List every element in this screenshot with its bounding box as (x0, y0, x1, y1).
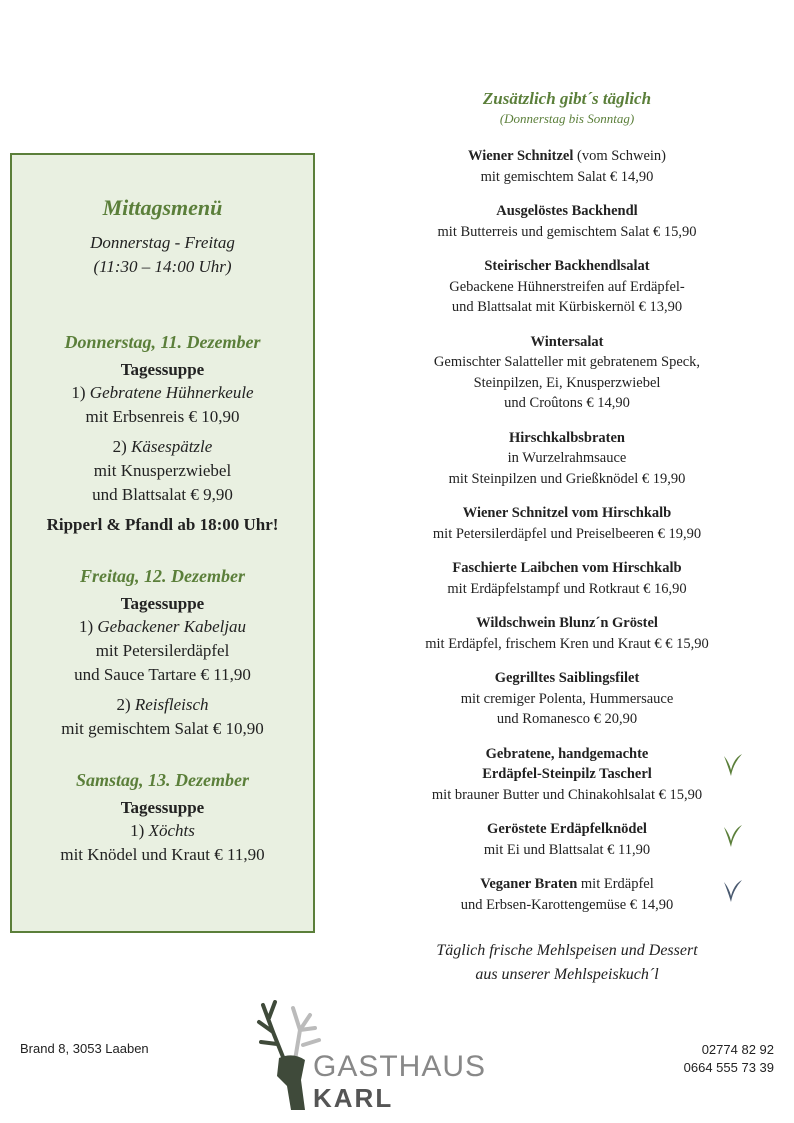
dish: 2) Käsespätzle mit Knusperzwiebel und Blattsalat € 9,90 (92, 437, 233, 504)
menu-item: Gegrilltes Saiblingsfilet mit cremiger Polenta, Hummersauce und Romanesco € 20,90 (460, 670, 674, 727)
daily-menu (398, 88, 736, 987)
vegetarian-icon (722, 752, 744, 778)
menu-item-name: Ausgelöstes Backhendl (496, 203, 638, 219)
menu-item: Wiener Schnitzel (vom Schwein) mit gemischtem Salat € 14,90 (467, 148, 666, 185)
dish: 1) Gebratene Hühnerkeule mit Erbsenreis € 10,90 (71, 383, 254, 426)
lunch-hours: (11:30 – 14:00 Uhr) (93, 257, 232, 276)
daily-menu-subtitle: (Donnerstag bis Sonntag) (499, 111, 635, 126)
soup-label: Tagessuppe (120, 594, 205, 613)
menu-item: Veganer Braten mit Erdäpfel und Erbsen-Karottengemüse € 14,90 (398, 874, 736, 915)
menu-item-name: Steirischer Backhendlsalat (484, 258, 650, 274)
phone-mobile: 0664 555 73 39 (683, 1060, 774, 1075)
menu-item-name: Faschierte Laibchen vom Hirschkalb (452, 560, 682, 576)
dish-name: Reisfleisch (134, 695, 209, 714)
vegan-icon (722, 878, 744, 904)
menu-item: Steirischer Backhendlsalat Gebackene Hühnerstreifen auf Erdäpfel- und Blattsalat mit Kürbiskernöl € 13,90 (449, 258, 685, 315)
dish-name: Käsespätzle (131, 437, 213, 456)
day-thursday (12, 331, 313, 537)
menu-item: Wintersalat Gemischter Salatteller mit gebratenem Speck, Steinpilzen, Ei, Knusperzwiebel und Croûtons € 14,90 (433, 333, 701, 411)
dish-name: Xöchts (148, 821, 195, 840)
menu-item-name: Wildschwein Blunz´n Gröstel (476, 615, 658, 631)
phone-numbers (684, 1041, 774, 1077)
soup-label: Tagessuppe (120, 798, 205, 817)
menu-item: Geröstete Erdäpfelknödel mit Ei und Blattsalat € 11,90 (398, 819, 736, 860)
menu-item-name: Veganer Braten (480, 876, 578, 892)
dish: 2) Reisfleisch mit gemischtem Salat € 10,90 (61, 695, 264, 738)
menu-item: Ausgelöstes Backhendl mit Butterreis und gemischtem Salat € 15,90 (437, 203, 697, 240)
menu-item-name: Wiener Schnitzel vom Hirschkalb (462, 505, 672, 521)
lunch-days (12, 231, 313, 279)
special-note: Ripperl & Pfandl ab 18:00 Uhr! (46, 515, 279, 534)
menu-item-name: Geröstete Erdäpfelknödel (487, 821, 647, 837)
day-heading: Samstag, 13. Dezember (76, 770, 249, 790)
menu-item: Wiener Schnitzel vom Hirschkalb mit Petersilerdäpfel und Preiselbeeren € 19,90 (432, 505, 702, 542)
dish-name: Gebackener Kabeljau (97, 617, 247, 636)
lunch-menu-box (10, 153, 315, 933)
vegetarian-icon (722, 823, 744, 849)
menu-item-name: Wintersalat (530, 333, 604, 350)
menu-item-name: Gegrilltes Saiblingsfilet (494, 670, 640, 686)
menu-item: Hirschkalbsbraten in Wurzelrahmsauce mit Steinpilzen und Grießknödel € 19,90 (448, 429, 686, 487)
dish: 1) Xöchts mit Knödel und Kraut € 11,90 (60, 821, 265, 864)
address: Brand 8, 3053 Laaben (20, 1041, 149, 1056)
menu-item-name: Gebratene, handgemachte (485, 745, 649, 762)
day-friday (12, 565, 313, 741)
menu-item: Faschierte Laibchen vom Hirschkalb mit Erdäpfelstampf und Rotkraut € 16,90 (447, 560, 687, 597)
day-saturday (12, 769, 313, 867)
phone-landline: 02774 82 92 (701, 1042, 774, 1057)
daily-menu-title: Zusätzlich gibt´s täglich (482, 89, 652, 108)
menu-item-name: Hirschkalbsbraten (508, 429, 625, 446)
menu-item: Gebratene, handgemachte Erdäpfel-Steinpilz Tascherl mit brauner Butter und Chinakohlsalat € 15,90 (398, 744, 736, 806)
gasthaus-logo (255, 1000, 487, 1115)
logo-word-gasthaus: GASTHAUS (313, 1050, 487, 1083)
menu-item-name: Wiener Schnitzel (467, 148, 574, 164)
menu-item-name-2: Erdäpfel-Steinpilz Tascherl (482, 766, 652, 782)
dish-name: Gebratene Hühnerkeule (89, 383, 254, 402)
lunch-days-range: Donnerstag - Freitag (90, 233, 235, 252)
logo-word-karl: KARL (313, 1083, 394, 1113)
dish: 1) Gebackener Kabeljau mit Petersilerdäpfel und Sauce Tartare € 11,90 (74, 617, 251, 684)
day-heading: Donnerstag, 11. Dezember (64, 332, 261, 352)
dessert-note: Täglich frische Mehlspeisen und Dessert aus unserer Mehlspeiskuch´l (436, 942, 698, 983)
lunch-title: Mittagsmenü (102, 195, 223, 220)
menu-item: Wildschwein Blunz´n Gröstel mit Erdäpfel, frischem Kren und Kraut € € 15,90 (425, 615, 709, 652)
day-heading: Freitag, 12. Dezember (80, 566, 245, 586)
soup-label: Tagessuppe (120, 360, 205, 379)
